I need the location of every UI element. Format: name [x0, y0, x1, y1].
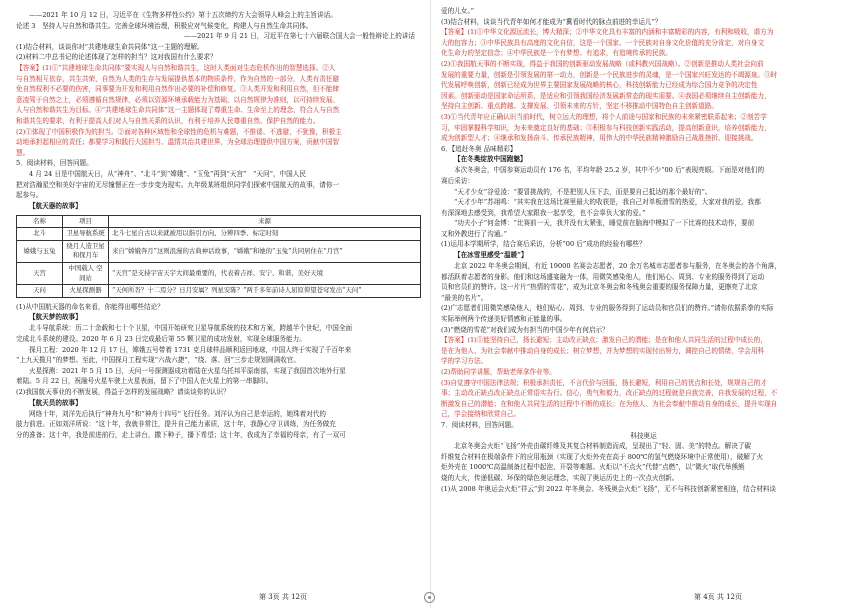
text-line: (2)材料二中总书记的论述体现了怎样的担当？这对我国有什么要求？ — [16, 53, 217, 62]
text-line: “最美的名片”。 — [441, 293, 488, 302]
text-line: 分的准备；这十年，我是前进前行，走上讲台，撒下种子，播下希望；这十年，我成为了幸福的母亲，有了一双可 — [16, 430, 346, 439]
table-header-row — [17, 215, 421, 228]
table-cell-item: 中国载人 空间站 — [63, 263, 109, 285]
page-divider-circle-icon — [424, 592, 435, 603]
text-line: 免自然权利不必要的伤害，同事要为开发和利用自然作出必要的补偿和修复。③人类开发和利用自然，但不能肆 — [16, 85, 340, 94]
text-line: 4 月 24 日是中国航天日，从“神舟”、“北斗”到“嫦娥”、“玉兔”再到“天宫” “天问”，中国人民 — [29, 169, 306, 178]
text-line: 纤维复合材料在极端条件下的应用瓶颈（实现了火炬外壳在高于 800℃的氢气燃烧环境中正常使用），破解了火 — [441, 452, 764, 461]
text-line: 又和外教进行了沟通。” — [441, 229, 508, 238]
text-line: (3)“燃烧的雪花”对我们成为有担当的中国少年有何启示？ — [441, 325, 609, 334]
text-line: 代发展呼唤创新，创新已经成为世界主要国家发展战略的核心，科技创新能力已经成为综合国力竞争的决定性 — [441, 81, 758, 90]
text-line: 【答案】(1)①“共建地球生命共同体”要实现人与自然和谐共生，这时人类面对生态危机作出的智慧选择。②人 — [16, 63, 336, 72]
left-text-block-1 — [16, 10, 421, 212]
table-row — [17, 285, 421, 298]
table-row — [17, 228, 421, 241]
text-line: 动地承担起相应的责任；都要学习和践行大国担当、温情共治共建世界，为全球治理提供中国方案，贡献中国智 — [16, 138, 340, 147]
text-line: 炬外壳在 1000℃高温制备过程中起泡、开裂等难题。火炬以“不点火”代替“点燃”，以“微火”取代举熊熊 — [441, 463, 745, 472]
table-header-source: 来源 — [109, 215, 421, 228]
text-line: 5．阅读材料，回答问题。 — [16, 159, 93, 168]
page-number-left: 第 3页 共 12页 — [258, 593, 308, 601]
text-line: 化生命力的坚定信念；④中华民族是一个有梦想、有追求，有追境传承的民族。 — [441, 49, 672, 58]
text-line: (2)①我国航天事的不断实现，得益于我国的创新驱动发展战略（或科教兴国战略）。②创新是推动人类社会向前 — [441, 59, 764, 68]
text-line: (2)①体现了中国积极作为的担当。②面对各种区域性和全球性的危机与难题，不推诿、不逃避，不犹豫，积极主 — [16, 127, 342, 136]
text-line: 与自然相互依存，共生共荣，自然为人类的生存与发展提供基本的物质条件，作为自然的一部分，人类有责任避 — [16, 74, 340, 83]
text-line: (2)帮助同学讲题，帮助老师拿作业等。 — [441, 368, 556, 376]
text-line: 【航天梦的故事】 — [29, 313, 82, 322]
spacecraft-table — [16, 215, 421, 298]
text-line: 意凌驾于自然之上，必须遵循自然规律，必须以资源环境承载能力为基础，以自然规律为准则，以可持续发展、 — [16, 95, 340, 104]
text-line: 【在冰雪里感受“温暖”】 — [454, 251, 528, 260]
text-line: (1)运用本学期所学，结合赛后采访，分析“00 后”成功的经验有哪些？ — [441, 240, 646, 249]
page-right — [430, 0, 860, 608]
text-line: 北斗导航系统：历二十余载和七十个卫星，中国开始研究卫星导航系统的技术和方案，跨越半个世纪，中国全面 — [29, 324, 353, 333]
text-line: 【答案】(1)①能坚持自己，扬长避短；主动改正缺点；激发自己的潜能；是在和他人共同生活的过程中成长的， — [441, 336, 767, 345]
text-line: 着陆。5 月 22 日，祝融号火星车驶上火星表面，留下了中国人在火星上的第一串脚印。 — [16, 377, 273, 386]
text-line: “天才少女”谷爱凌：“要冒挑战的，不是把别人压下去，而是要自己抵达的那个最好的”。 — [454, 187, 712, 196]
table-cell-source: 北斗七星自古以来就被用以指引方向、分辨四季、标定时刻 — [109, 228, 421, 241]
text-line: 【在冬奥绽放中国跑魅】 — [454, 155, 527, 164]
text-line: “功夫小子”何金博：“比赛前一天，我并没有太紧张，睡觉前在脑海中模拟了一下比赛的技术动作，要前 — [454, 219, 755, 228]
text-line: 【航天器的故事】 — [29, 201, 82, 210]
text-line: 习，牢固掌握科学知识，为未来奠定良好的基础；③积极参与科技创新实践活动，提高创新意识，培养创新能力， — [441, 123, 771, 132]
text-line: (3)①当代青年应正确认识当前时代，树立远大的理想，将个人前途与国家和民族的未来紧密联系起来；②刻苦学 — [441, 112, 767, 121]
text-line: (2)我国航天事业的不断发展，得益于怎样的发展战略？请谈谈你的认识？ — [16, 388, 230, 396]
text-line: 大的包容力；③中华民族具有高度的文化自信，这是一个国家、一个民族对自身文化价值的充分肯定，对自身文 — [441, 38, 765, 47]
left-text-block-2 — [16, 302, 421, 441]
text-line: 断激发自己的潜能；在和他人共同生活的过程中不断的成长；在为他人、为社会奉献中推动自身的成长，提升实现自 — [441, 399, 778, 408]
table-cell-item: 火星探测器 — [63, 285, 109, 298]
text-line: (3)自觉遵守中国法律法规；积极承担责任，不言代价与回报，扬长避短，利用自己的优点和长处，规规自己的才 — [441, 378, 767, 387]
text-line: 科技奥运 — [630, 431, 657, 440]
text-line: ——2021 年 9 月 21 日，习近平在第七十六届联合国大会一般性辩论上的讲话 — [183, 32, 415, 41]
text-line: 发展的重要力量，创新是引领发展的第一动力，创新是一个民族进步的灵魂，是一个国家兴旺发达的不竭源泉。③时 — [441, 70, 778, 79]
text-line: “天才少年”苏翊鸣：“其实我在这场比赛里最大的收获是，我自己对单板滑雪的热爱，大家对我的爱，我都 — [454, 198, 761, 207]
text-line: 烧的大火，传递低碳、环保的绿色奥运理念，实现了奥运历史上的一次点火创新。 — [441, 473, 679, 482]
text-line: (2)广志愿者们用微笑感染他人，他们贴心、周到、专业的服务得到了运动员和官员们的赞许。”请你依据系拳的实际 — [441, 304, 774, 313]
text-line: 网络十年，刘洋先后执行“神舟九号”和“神舟十四号”飞行任务。刘洋认为自己是幸运的，她珠着对代的 — [29, 409, 327, 418]
text-line: 学的学习方法。 — [441, 357, 488, 366]
text-line: 【答案】(1)①中华文化源远流长，博大精深；②中华文化具有丰富的内涵和丰富精彩的内容，有利和吸收，谐方为 — [441, 28, 774, 37]
text-line: 7．阅读材料，回答问题。 — [441, 420, 518, 429]
text-line: 6．【追赶冬奥 品味精彩】 — [441, 144, 517, 153]
text-line: 完成北斗系统的建设。2020 年 6 月 23 日完成最后第 55 颗卫星的成功发射，实现全球服务能力。 — [16, 335, 306, 344]
table-row — [17, 240, 421, 262]
table-header-name: 名称 — [17, 215, 63, 228]
text-line: 人与自然和谐共生为目标。④“共建地球生命共同体”这一主题体现了尊重生命、生命至上的理念，符合人与自然 — [16, 106, 340, 115]
text-line: 因素。创新驱动是国家命运所系，是适应和引领我国经济发展新常态的现实需要。④我国必须继续自主创新能力， — [441, 91, 771, 100]
table-cell-source: 来自“嫦娥奔月”这则浪漫的古典神话故事，“嫦娥”和她的“玉兔”共同居住在“月宫” — [109, 240, 421, 262]
table-cell-source: “天宫”是支持宇宙天宇大间最重要的，代表着吉祥、安宁、和谐、美好天境 — [109, 263, 421, 285]
table-cell-item: 卫星导航系统 — [63, 228, 109, 241]
table-cell-source: “天何所沓？十二焉分？日月安属？列星安陈？”两千多年前诗人屈原仰望苍穹发出“天问” — [109, 285, 421, 298]
text-line: 起参与。 — [16, 191, 43, 200]
table-cell-item: 绕月人造卫星 和探月车 — [63, 240, 109, 262]
table-cell-name: 天问 — [17, 285, 63, 298]
page-number-right: 第 4页 共 12页 — [693, 593, 743, 601]
text-line: 实际举例两个传递美好情感和正能量的事。 — [441, 315, 567, 324]
text-line: 己，学会接纳和欣赏自己。 — [441, 410, 521, 419]
table-cell-name: 嫦娥与玉兔 — [17, 240, 63, 262]
text-line: 慧。 — [16, 148, 30, 157]
text-line: 论述 3 坚持人与自然和谐共生。完善全球环境治理，积极应对气候变化，构建人与自然生命共同体。 — [16, 21, 313, 30]
text-line: 探月工程：2020 年 12 月 17 日，嫦娥五号带着 1731 克月球样品顺利返回地球，中国人终于实现了千百年来 — [29, 345, 352, 354]
text-line: (3)结合材料，谈谈当代青年如何才能成为“冀看时代的脉点前进的幸运儿”？ — [441, 17, 662, 26]
text-line: (1)从 2008 年奥运会火炬“祥云”到 2022 年冬奥会、冬残奥会火炬“飞扬”，无不与科技创新紧密相连，结合材料谈 — [441, 484, 777, 493]
text-line: 肢力前进。正如刘洋所说：“这十年，我就非常注，提升自己能力素质，这十年，我静心守卫训练，为任务做充 — [16, 420, 336, 429]
text-line: ——2021 年 10 月 12 日，习近平在《生物多样性公约》第十五次缔约方大会领导人峰会上的主旨讲话。 — [29, 11, 337, 19]
table-header-item: 项目 — [63, 215, 109, 228]
table-cell-name: 天宫 — [17, 263, 63, 285]
text-line: 赛后采访： — [441, 176, 474, 185]
text-line: 火星探测：2021 年 5 月 15 日，天问一号探测器成功着陆在火星乌托邦平原南部，实现了我国首次地外行星 — [29, 366, 346, 375]
text-line: 成为创新型人才；④继承和发扬奋斗、传承民族精神，用伟大的中华民族精神激励自己战胜挫折、迎接挑战。 — [441, 134, 758, 143]
text-line: 是在为他人、为社会奉献中推动自身的成长；树立梦想，并为梦想的实现付出努力，调控自己的情绪，学会用科 — [441, 346, 765, 355]
text-line: “上九天揽月”的梦想。至此，中国探月工程实现“六战六捷”，“绕、落、回”三步走规划圆满收官。 — [16, 356, 300, 365]
text-line: 爱的儿女。” — [441, 7, 475, 15]
table-cell-name: 北斗 — [17, 228, 63, 241]
text-line: 都活跃着志愿者的身影。他们和这场盛宴融为一体，用微笑感染他人，他们贴心、周到、专业的服务得到了运动 — [441, 272, 765, 281]
right-text-block — [441, 6, 846, 494]
text-line: 和谐共生的要求，有利于提高人们对人与自然关系的认识，有利于培养人民尊重自然、保护自然的能力。 — [16, 116, 320, 125]
text-line: 北京冬奥会火炬“飞扬”外壳由碳纤维及其复合材料制造而成，呈现出了“轻、固、美”的特点。解决了碳 — [454, 442, 752, 451]
text-line: 【航天员的故事】 — [29, 398, 82, 407]
text-line: 坚持自主创新、重点跨越、支撑发展、引领未来的方针，坚定不移推动中国特色自主创新道路。 — [441, 102, 718, 111]
text-line: (1)从中国航天器的命名来看，你能得出哪些结论？ — [16, 302, 164, 311]
text-line: 有深深地去感受到，我希望大家跟我一起享受，也不会辜负大家的爱。” — [441, 208, 646, 217]
text-line: (1)结合材料，谈谈你对“共建地球生命共同体”这一主题的理解。 — [16, 42, 204, 51]
text-line: 事；主动改正缺点改正缺点正常语实告行。信心，勇气和毅力，改正缺点的过程就是自我完善，自我发展的过程，不 — [441, 389, 778, 398]
text-line: 本次冬奥会，中国参赛运动员有 176 名，平均年龄 25.2 岁，其中不少“00 后”表现亮眼。下面是对他们的 — [454, 166, 765, 175]
text-line: 北京 2022 年冬奥会期间，有近 19000 名赛会志愿者，20 余万名城市志愿者参与服务，在冬奥会的各个角落， — [454, 262, 781, 271]
text-line: 把对浩瀚星空和美好宇宙的无尽憧憬正在一步步变为现实。九年级某班组织同学们探索中国航天的故事，请你一 — [16, 180, 340, 189]
text-line: 员和官员们的赞许。这一片片“热情的雪花”，成为北京冬奥会和冬残奥会重要的服务保障力量，更擦亮了北京 — [441, 283, 758, 292]
table-row — [17, 263, 421, 285]
